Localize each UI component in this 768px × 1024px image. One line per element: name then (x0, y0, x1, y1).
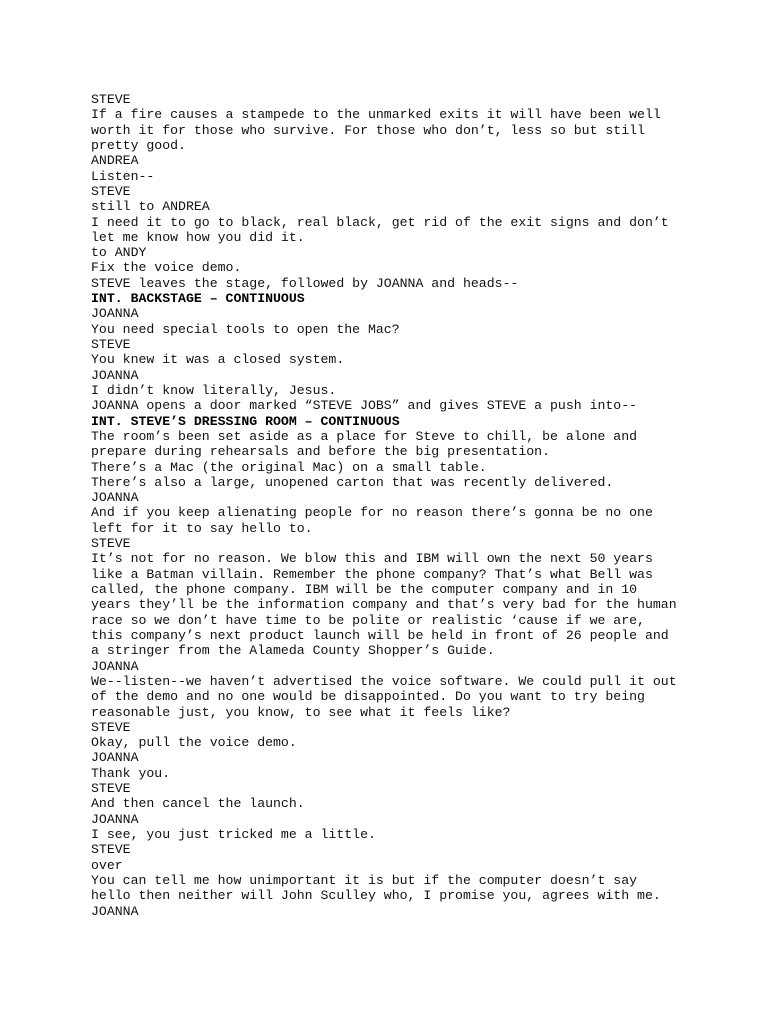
script-line: I see, you just tricked me a little. (91, 827, 376, 842)
script-line: of the demo and no one would be disappointed. Do you want to try being (91, 689, 645, 705)
script-line: JOANNA (91, 367, 139, 383)
script-line: Listen-- (91, 168, 155, 184)
script-line: ANDREA (91, 153, 139, 169)
script-line: hello then neither will John Sculley who, I promise you, agrees with me. (91, 888, 661, 904)
script-line: Fix the voice demo. (91, 260, 242, 276)
script-line: left for it to say hello to. (91, 520, 313, 536)
script-line: Thank you. (91, 765, 171, 781)
script-line: I didn’t know literally, Jesus. (91, 382, 337, 398)
script-line: You knew it was a closed system. (91, 352, 345, 368)
script-line: race so we don’t have time to be polite or realistic ‘cause if we are, (91, 612, 645, 628)
script-line: prepare during rehearsals and before the big presentation. (91, 444, 550, 460)
script-line: JOANNA (91, 811, 139, 827)
script-line: still to ANDREA (91, 199, 210, 215)
script-line: over (91, 857, 123, 873)
script-line: I need it to go to black, real black, get rid of the exit signs and don’t (91, 214, 669, 230)
script-line: JOANNA (91, 750, 139, 766)
script-line: It’s not for no reason. We blow this and IBM will own the next 50 years (91, 551, 653, 567)
script-line: JOANNA (91, 490, 139, 506)
script-line: STEVE (91, 183, 131, 199)
script-line: We--listen--we haven’t advertised the voice software. We could pull it out (91, 673, 677, 689)
script-line: worth it for those who survive. For those who don’t, less so but still (91, 122, 645, 138)
script-line: STEVE (91, 781, 131, 797)
script-line: STEVE (91, 536, 131, 552)
script-line: You can tell me how unimportant it is but if the computer doesn’t say (91, 872, 638, 888)
script-line: JOANNA (91, 658, 139, 674)
script-line: STEVE (91, 337, 131, 352)
script-line: JOANNA (91, 306, 139, 322)
script-line: years they’ll be the information company and that’s very bad for the human (91, 597, 677, 613)
scene-heading: INT. STEVE’S DRESSING ROOM – CONTINUOUS (91, 413, 400, 429)
script-line: There’s also a large, unopened carton that was recently delivered. (91, 474, 614, 490)
script-line: this company’s next product launch will be held in front of 26 people and (91, 627, 669, 643)
script-line: like a Batman villain. Remember the phone company? That’s what Bell was (91, 566, 653, 582)
script-line: The room’s been set aside as a place for Steve to chill, be alone and (91, 428, 638, 444)
scene-heading: INT. BACKSTAGE – CONTINUOUS (91, 291, 305, 307)
script-body (91, 92, 731, 919)
script-line: reasonable just, you know, to see what it feels like? (91, 704, 511, 720)
script-line: JOANNA opens a door marked “STEVE JOBS” and gives STEVE a push into-- (91, 398, 638, 414)
script-line: STEVE leaves the stage, followed by JOANNA and heads-- (91, 275, 519, 291)
script-line: STEVE (91, 719, 131, 735)
script-line: If a fire causes a stampede to the unmarked exits it will have been well (91, 107, 661, 123)
script-line: Okay, pull the voice demo. (91, 735, 297, 751)
script-line: STEVE (91, 842, 131, 858)
script-line: called, the phone company. IBM will be the computer company and in 10 (91, 582, 638, 597)
script-line: to ANDY (91, 245, 147, 261)
script-line: There’s a Mac (the original Mac) on a small table. (91, 459, 487, 475)
script-line: And if you keep alienating people for no reason there’s gonna be no one (91, 505, 653, 521)
script-line: pretty good. (91, 137, 186, 153)
script-line: You need special tools to open the Mac? (91, 321, 400, 337)
script-line: STEVE (91, 92, 131, 107)
script-line: a stringer from the Alameda County Shopper’s Guide. (91, 643, 495, 659)
script-line: JOANNA (91, 903, 139, 919)
script-line: And then cancel the launch. (91, 796, 305, 812)
script-line: let me know how you did it. (91, 229, 305, 245)
